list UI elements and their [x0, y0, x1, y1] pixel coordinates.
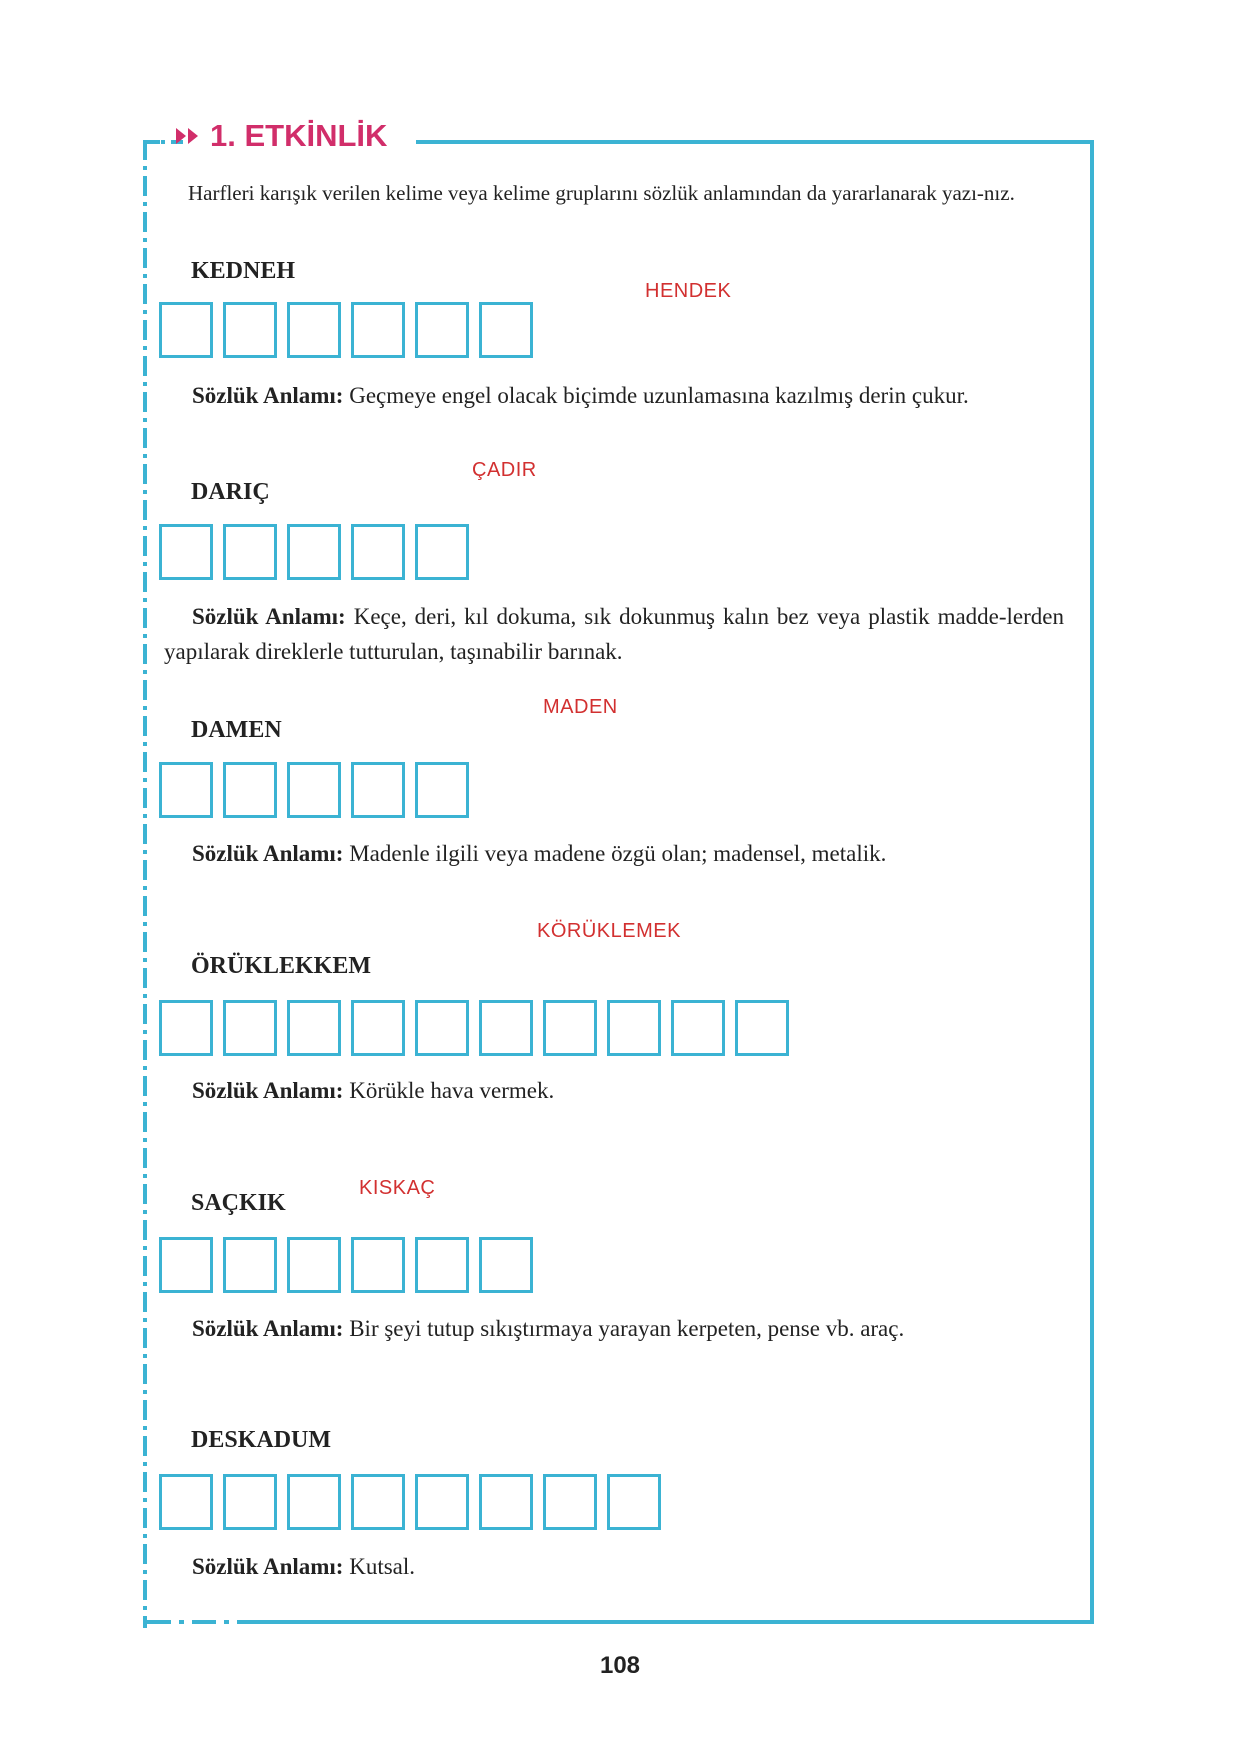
- letter-box[interactable]: [479, 302, 533, 358]
- letter-boxes[interactable]: [159, 1237, 543, 1293]
- letter-box[interactable]: [415, 524, 469, 580]
- letter-box[interactable]: [223, 1474, 277, 1530]
- letter-box[interactable]: [671, 1000, 725, 1056]
- handwritten-answer: ÇADIR: [472, 459, 537, 481]
- activity-frame: [143, 140, 1094, 1624]
- letter-box[interactable]: [223, 1000, 277, 1056]
- frame-bottom-dashed-border: [147, 1620, 257, 1624]
- dictionary-definition: [164, 836, 1064, 871]
- definition-text: Bir şeyi tutup sıkıştırmaya yarayan kerpeten, pense vb. araç.: [349, 1316, 905, 1341]
- definition-label: Sözlük Anlamı:: [192, 383, 344, 408]
- definition-text: Körükle hava vermek.: [349, 1078, 555, 1103]
- letter-box[interactable]: [607, 1000, 661, 1056]
- letter-box[interactable]: [351, 524, 405, 580]
- letter-box[interactable]: [351, 1474, 405, 1530]
- scrambled-word: DESKADUM: [191, 1427, 332, 1453]
- handwritten-answer: KISKAÇ: [359, 1177, 436, 1199]
- definition-text: Keçe, deri, kıl dokuma, sık dokunmuş kalın bez veya plastik madde-lerden yapılarak direklerle tutturulan, taşınabilir barınak.: [164, 604, 1065, 664]
- letter-box[interactable]: [287, 762, 341, 818]
- letter-box[interactable]: [223, 302, 277, 358]
- letter-box[interactable]: [159, 524, 213, 580]
- definition-label: Sözlük Anlamı:: [192, 1078, 344, 1103]
- scrambled-word: DARIÇ: [191, 479, 270, 505]
- definition-text: Kutsal.: [349, 1554, 416, 1579]
- letter-box[interactable]: [415, 1474, 469, 1530]
- scrambled-word: SAÇKIK: [191, 1190, 286, 1216]
- letter-box[interactable]: [159, 1474, 213, 1530]
- letter-box[interactable]: [223, 762, 277, 818]
- scrambled-word: KEDNEH: [191, 258, 296, 284]
- letter-boxes[interactable]: [159, 1474, 671, 1530]
- letter-box[interactable]: [543, 1474, 597, 1530]
- letter-box[interactable]: [287, 1474, 341, 1530]
- letter-box[interactable]: [223, 524, 277, 580]
- letter-box[interactable]: [159, 762, 213, 818]
- letter-box[interactable]: [287, 1000, 341, 1056]
- definition-text: Madenle ilgili veya madene özgü olan; madensel, metalik.: [349, 841, 887, 866]
- frame-left-dashed-border: [143, 140, 147, 1628]
- letter-box[interactable]: [159, 1000, 213, 1056]
- handwritten-answer: MADEN: [543, 696, 618, 718]
- letter-boxes[interactable]: [159, 1000, 799, 1056]
- letter-box[interactable]: [479, 1000, 533, 1056]
- letter-box[interactable]: [159, 1237, 213, 1293]
- letter-box[interactable]: [351, 302, 405, 358]
- dictionary-definition: [164, 599, 1064, 669]
- letter-box[interactable]: [351, 762, 405, 818]
- definition-label: Sözlük Anlamı:: [192, 1316, 344, 1341]
- letter-boxes[interactable]: [159, 524, 479, 580]
- letter-box[interactable]: [543, 1000, 597, 1056]
- letter-box[interactable]: [287, 302, 341, 358]
- letter-box[interactable]: [479, 1237, 533, 1293]
- letter-box[interactable]: [287, 524, 341, 580]
- definition-label: Sözlük Anlamı:: [192, 604, 346, 629]
- dictionary-definition: [164, 378, 1064, 413]
- letter-box[interactable]: [415, 1000, 469, 1056]
- letter-box[interactable]: [159, 302, 213, 358]
- dictionary-definition: [164, 1073, 1064, 1108]
- page-number: 108: [599, 1652, 641, 1679]
- activity-title: 1. ETKİNLİK: [210, 118, 388, 153]
- dictionary-definition: [164, 1311, 1064, 1346]
- letter-box[interactable]: [351, 1237, 405, 1293]
- letter-box[interactable]: [287, 1237, 341, 1293]
- handwritten-answer: KÖRÜKLEMEK: [537, 920, 681, 942]
- handwritten-answer: HENDEK: [645, 280, 732, 302]
- definition-label: Sözlük Anlamı:: [192, 1554, 344, 1579]
- letter-box[interactable]: [415, 1237, 469, 1293]
- letter-box[interactable]: [415, 762, 469, 818]
- letter-boxes[interactable]: [159, 762, 479, 818]
- letter-box[interactable]: [735, 1000, 789, 1056]
- letter-boxes[interactable]: [159, 302, 543, 358]
- letter-box[interactable]: [479, 1474, 533, 1530]
- activity-heading: [176, 118, 387, 154]
- letter-box[interactable]: [223, 1237, 277, 1293]
- letter-box[interactable]: [351, 1000, 405, 1056]
- activity-instruction: Harfleri karışık verilen kelime veya kelime gruplarını sözlük anlamından da yararlanarak yazı-nız.: [188, 181, 1015, 205]
- double-arrow-icon: [176, 128, 200, 144]
- definition-label: Sözlük Anlamı:: [192, 841, 344, 866]
- letter-box[interactable]: [415, 302, 469, 358]
- scrambled-word: ÖRÜKLEKKEM: [191, 953, 372, 979]
- scrambled-word: DAMEN: [191, 717, 282, 743]
- dictionary-definition: [164, 1549, 1064, 1584]
- definition-text: Geçmeye engel olacak biçimde uzunlamasına kazılmış derin çukur.: [349, 383, 969, 408]
- letter-box[interactable]: [607, 1474, 661, 1530]
